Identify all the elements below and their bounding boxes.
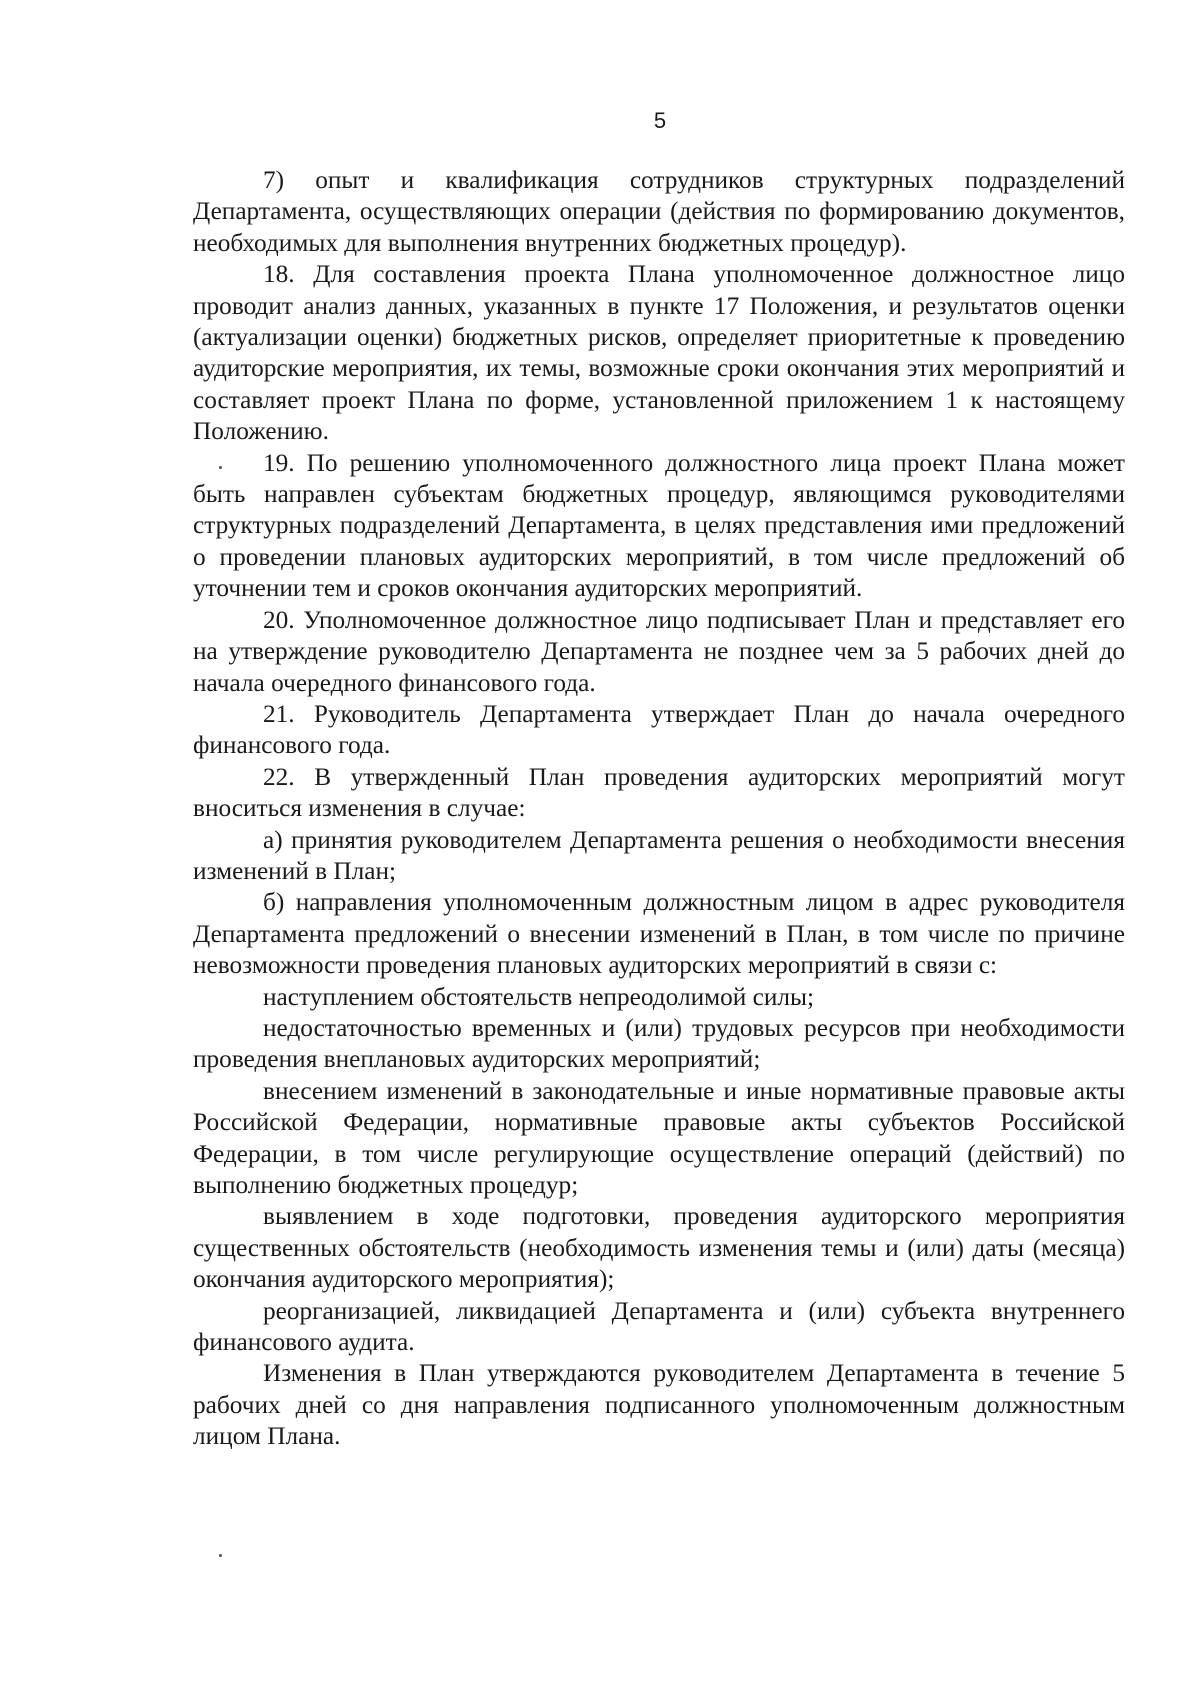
paragraph-item-b: б) направления уполномоченным должностным лицом в адрес руководителя Департамента предложений о внесении изменений в План, в том числе по причине невозможности проведения плановых аудиторских мероприятий в связи с: bbox=[193, 888, 1125, 980]
paragraph-reason-legislation-changes: внесением изменений в законодательные и иные нормативные правовые акты Российской Федерации, нормативные правовые акты субъектов Российской Федерации, в том числе регулирующие осуществление операций (действий) по выполнению бюджетных процедур; bbox=[193, 1076, 1125, 1199]
paragraph-reason-insufficient-resources: недостаточностью временных и (или) трудовых ресурсов при необходимости проведения внеплановых аудиторских мероприятий; bbox=[193, 1013, 1125, 1074]
paragraph-clause-19: 19. По решению уполномоченного должностного лица проект Плана может быть направлен субъектам бюджетных процедур, являющимся руководителями структурных подразделений Департамента, в целях представления ими предложений о проведении плановых аудиторских мероприятий, в том числе предложений об уточнении тем и сроков окончания аудиторских мероприятий. bbox=[193, 448, 1125, 603]
paragraph-item-a: а) принятия руководителем Департамента решения о необходимости внесения изменений в План; bbox=[193, 825, 1125, 885]
paragraph-changes-approval: Изменения в План утверждаются руководителем Департамента в течение 5 рабочих дней со дня направления подписанного уполномоченным должностным лицом Плана. bbox=[193, 1359, 1125, 1451]
paragraph-reason-reorganization: реорганизацией, ликвидацией Департамента и (или) субъекта внутреннего финансового аудита. bbox=[193, 1296, 1125, 1357]
paragraph-clause-22: 22. В утвержденный План проведения аудиторских мероприятий могут вноситься изменения в случае: bbox=[193, 762, 1125, 823]
document-body bbox=[193, 165, 1125, 1453]
paragraph-clause-18: 18. Для составления проекта Плана уполномоченное должностное лицо проводит анализ данных, указанных в пункте 17 Положения, и результатов оценки (актуализации оценки) бюджетных рисков, определяет приоритетные к проведению аудиторские мероприятия, их темы, возможные сроки окончания этих мероприятий и составляет проект Плана по форме, установленной приложением 1 к настоящему Положению. bbox=[193, 260, 1125, 446]
paragraph-item-7: 7) опыт и квалификация сотрудников структурных подразделений Департамента, осуществляющих операции (действия по формированию документов, необходимых для выполнения внутренних бюджетных процедур). bbox=[193, 166, 1125, 257]
scan-speck bbox=[219, 466, 222, 469]
scan-speck bbox=[219, 1554, 222, 1557]
page-number: 5 bbox=[653, 108, 667, 133]
paragraph-reason-material-circumstances: выявлением в ходе подготовки, проведения аудиторского мероприятия существенных обстоятельств (необходимость изменения темы и (или) даты (месяца) окончания аудиторского мероприятия); bbox=[193, 1202, 1125, 1294]
paragraph-clause-20: 20. Уполномоченное должностное лицо подписывает План и представляет его на утверждение руководителю Департамента не позднее чем за 5 рабочих дней до начала очередного финансового года. bbox=[193, 605, 1125, 697]
paragraph-clause-21: 21. Руководитель Департамента утверждает План до начала очередного финансового года. bbox=[193, 699, 1125, 760]
paragraph-reason-force-majeure: наступлением обстоятельств непреодолимой силы; bbox=[263, 982, 815, 1011]
